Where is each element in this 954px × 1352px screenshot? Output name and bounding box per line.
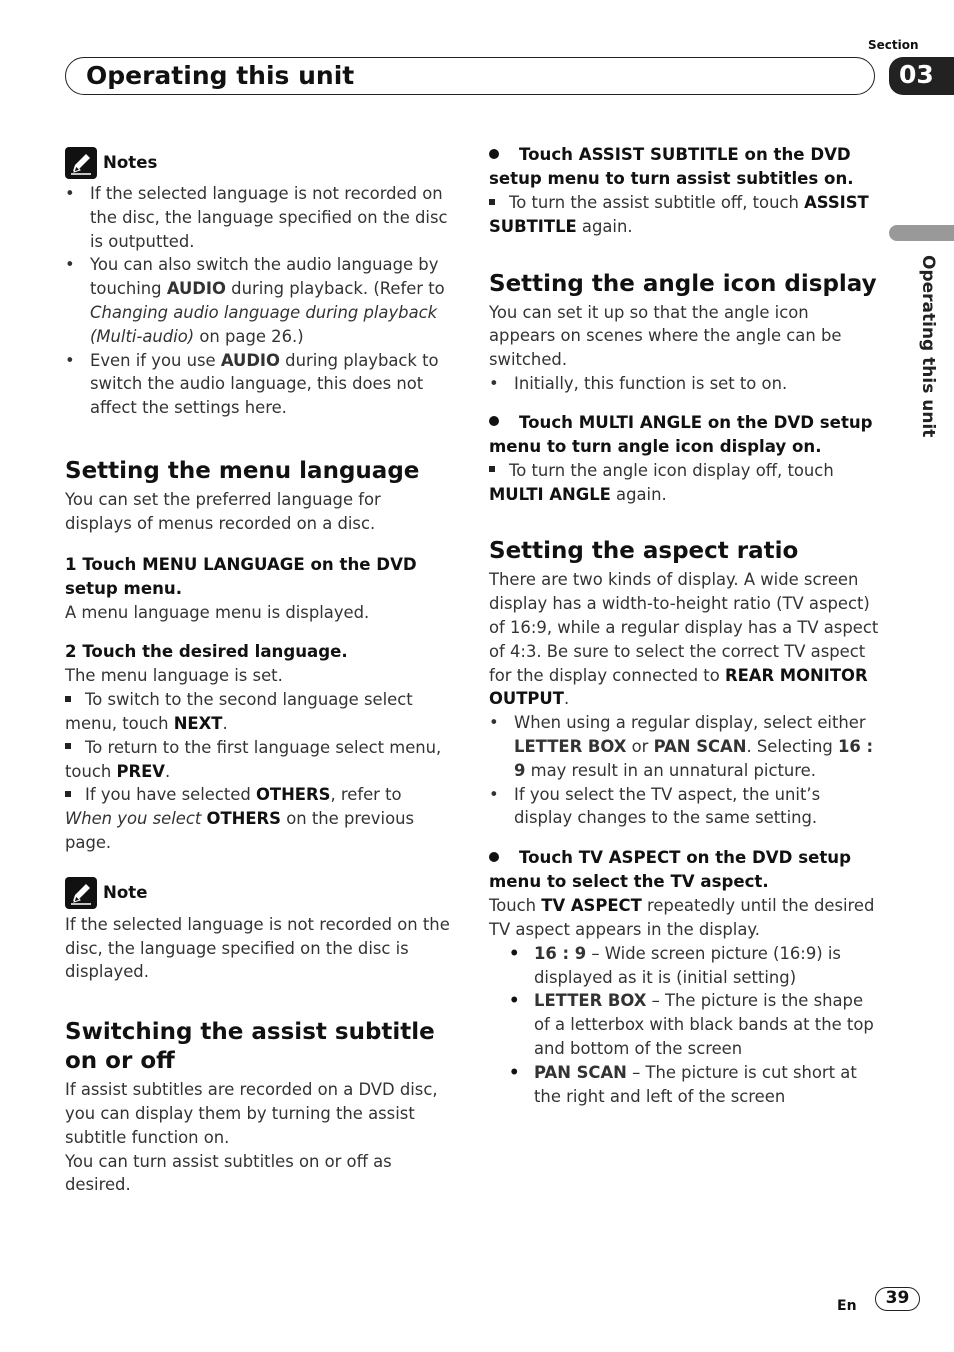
- list-item: • You can also switch the audio language by touching AUDIO during playback. (Refer to Changing audio language during playback (Multi-audio) on page 26.): [65, 253, 450, 348]
- side-tab-label: Operating this unit: [918, 255, 938, 438]
- list-item: • Initially, this function is set to on.: [489, 372, 879, 396]
- note-header: [65, 877, 450, 909]
- square-bullet-icon: [65, 743, 71, 749]
- aspect-step-text: Touch TV ASPECT repeatedly until the desired TV aspect appears in the display.: [489, 896, 875, 939]
- pencil-note-icon: [65, 147, 97, 179]
- round-bullet-icon: [489, 416, 499, 426]
- list-item: • If you select the TV aspect, the unit’s display changes to the same setting.: [489, 783, 879, 831]
- list-item: • Even if you use AUDIO during playback to switch the audio language, this does not affect the settings here.: [65, 349, 450, 420]
- heading-menu-language: Setting the menu language: [65, 457, 420, 484]
- side-tab-marker: [889, 225, 954, 241]
- title-bar: [65, 57, 875, 95]
- right-column: [489, 143, 879, 1108]
- list-item: If you have selected OTHERS, refer to When you select OTHERS on the previous page.: [65, 785, 415, 852]
- heading-assist-subtitle: Switching the assist subtitle on or off: [65, 1019, 435, 1075]
- list-item: • When using a regular display, select either LETTER BOX or PAN SCAN. Selecting 16 : 9 may result in an unnatural picture.: [489, 711, 879, 782]
- left-column: [65, 147, 450, 1197]
- list-item: • PAN SCAN – The picture is cut short at the right and left of the screen: [489, 1061, 879, 1109]
- aspect-step: Touch TV ASPECT on the DVD setup menu to select the TV aspect.: [489, 848, 851, 892]
- step-1-result: A menu language menu is displayed.: [65, 602, 370, 622]
- side-tab: [912, 255, 940, 485]
- list-item: • If the selected language is not recorded on the disc, the language specified on the disc is outputted.: [65, 182, 450, 253]
- menu-language-intro: You can set the preferred language for displays of menus recorded on a disc.: [65, 489, 381, 533]
- notes-list: [65, 182, 450, 420]
- square-bullet-icon: [489, 199, 495, 205]
- list-item: • 16 : 9 – Wide screen picture (16:9) is displayed as it is (initial setting): [489, 942, 879, 990]
- list-item: To turn the assist subtitle off, touch ASSIST SUBTITLE again.: [489, 193, 869, 236]
- aspect-intro: There are two kinds of display. A wide screen display has a width-to-height ratio (TV aspect) of 16:9, while a regular display has a TV aspect of 4:3. Be sure to select the correct TV aspect for the display connected to REAR MONITOR OUTPUT.: [489, 570, 879, 709]
- square-bullet-icon: [65, 696, 71, 702]
- round-bullet-icon: [489, 852, 499, 862]
- step-2: 2 Touch the desired language.: [65, 642, 348, 662]
- square-bullet-icon: [65, 791, 71, 797]
- language-code: En: [837, 1298, 857, 1314]
- section-number: 03: [899, 60, 934, 89]
- heading-aspect-ratio: Setting the aspect ratio: [489, 538, 799, 565]
- notes-label: Notes: [103, 153, 158, 172]
- note-text: If the selected language is not recorded on the disc, the language specified on the disc is displayed.: [65, 914, 450, 982]
- heading-angle-icon: Setting the angle icon display: [489, 270, 877, 297]
- step-2-result: The menu language is set.: [65, 666, 283, 686]
- list-item: To switch to the second language select menu, touch NEXT.: [65, 690, 413, 733]
- page-title: Operating this unit: [86, 61, 355, 90]
- list-item: To turn the angle icon display off, touch MULTI ANGLE again.: [489, 460, 834, 504]
- angle-step: Touch MULTI ANGLE on the DVD setup menu to turn angle icon display on.: [489, 412, 873, 456]
- assist-paragraph-1: If assist subtitles are recorded on a DVD disc, you can display them by turning the assist subtitle function on.: [65, 1080, 438, 1147]
- pencil-note-icon: [65, 877, 97, 909]
- assist-paragraph-2: You can turn assist subtitles on or off as desired.: [65, 1151, 392, 1195]
- step-1: 1 Touch MENU LANGUAGE on the DVD setup menu.: [65, 554, 417, 598]
- section-number-badge: [889, 57, 954, 95]
- round-bullet-icon: [489, 149, 499, 159]
- notes-header: [65, 147, 450, 179]
- list-item: To return to the first language select menu, touch PREV.: [65, 737, 442, 781]
- page-number: 39: [875, 1287, 920, 1311]
- list-item: • LETTER BOX – The picture is the shape of a letterbox with black bands at the top and bottom of the screen: [489, 989, 879, 1060]
- angle-intro: You can set it up so that the angle icon appears on scenes where the angle can be switched.: [489, 302, 842, 370]
- square-bullet-icon: [489, 466, 495, 472]
- section-label: Section: [868, 38, 919, 52]
- assist-step: Touch ASSIST SUBTITLE on the DVD setup menu to turn assist subtitles on.: [489, 145, 854, 188]
- note-label: Note: [103, 882, 148, 902]
